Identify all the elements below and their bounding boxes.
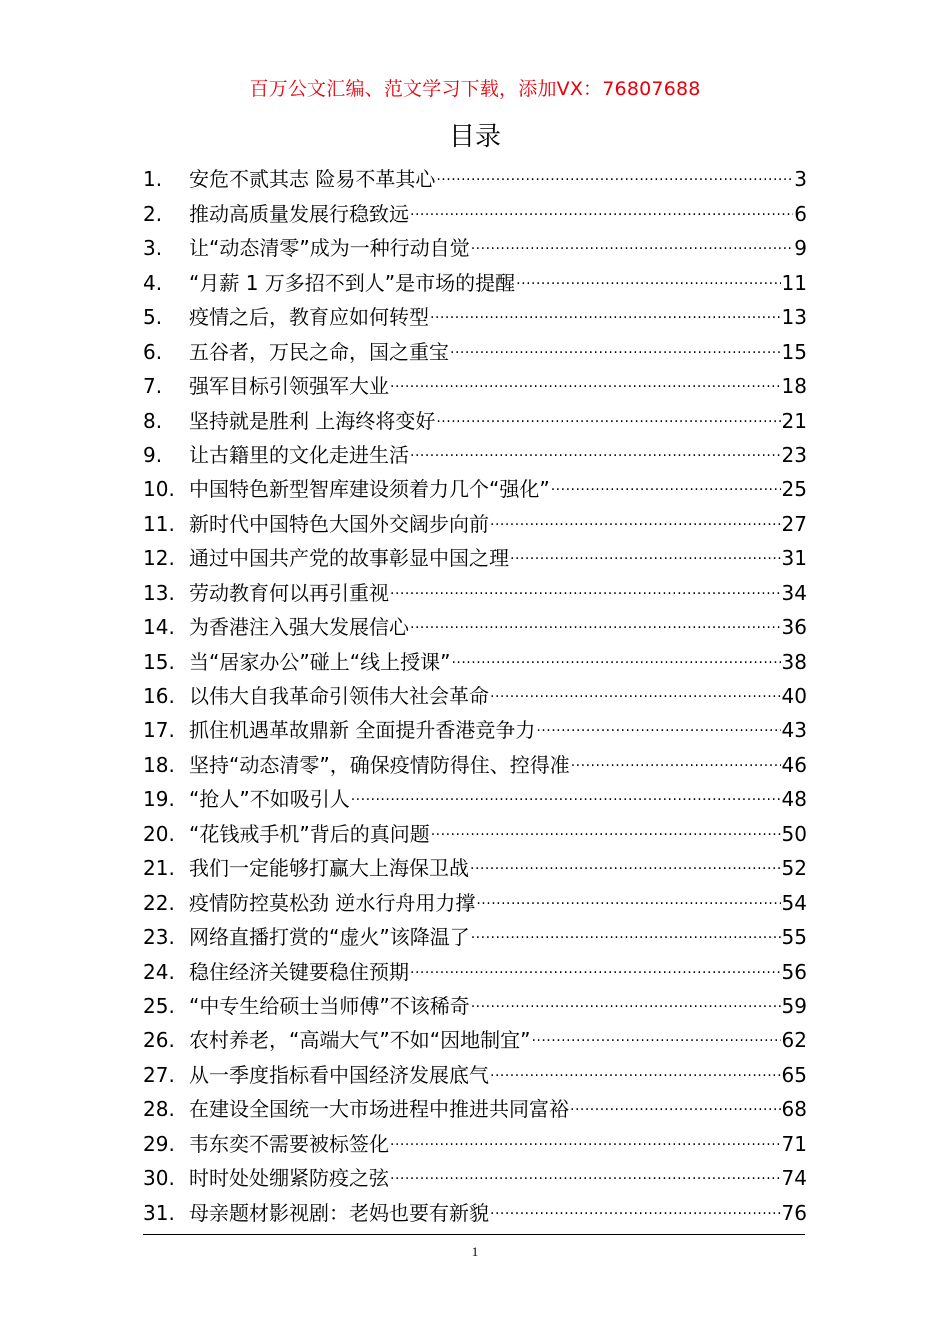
toc-dot-leader bbox=[390, 1116, 781, 1150]
toc-entry-title[interactable]: 推动高质量发展行稳致远 bbox=[189, 201, 409, 226]
toc-entry-page[interactable]: 3 bbox=[794, 167, 807, 192]
toc-entry-number: 28. bbox=[143, 1097, 175, 1122]
toc-entry-number: 6. bbox=[143, 339, 163, 364]
toc-dot-leader bbox=[490, 1047, 781, 1081]
toc-title: 目录 bbox=[448, 122, 501, 152]
toc-entry-title[interactable]: 网络直播打赏的“虚火”该降温了 bbox=[189, 925, 470, 950]
toc-entry-title[interactable]: “花钱戒手机”背后的真问题 bbox=[189, 821, 430, 846]
toc-entry-number: 21. bbox=[143, 856, 175, 881]
toc-entry-title[interactable]: 时时处处绷紧防疫之弦 bbox=[189, 1166, 389, 1191]
toc-entry-number: 18. bbox=[143, 752, 175, 777]
toc-dot-leader bbox=[470, 841, 781, 875]
toc-entry-title[interactable]: 当“居家办公”碰上“线上授课” bbox=[189, 649, 451, 674]
toc-entry-page[interactable]: 62 bbox=[781, 1028, 807, 1053]
toc-entry-number: 30. bbox=[143, 1166, 175, 1191]
toc-entry-number: 23. bbox=[143, 925, 175, 950]
toc-entry-title[interactable]: 韦东奕不需要被标签化 bbox=[189, 1131, 389, 1156]
toc-entry-title[interactable]: 让古籍里的文化走进生活 bbox=[189, 442, 409, 467]
toc-dot-leader bbox=[531, 1013, 780, 1047]
toc-dot-leader bbox=[551, 462, 781, 496]
toc-dot-leader bbox=[430, 290, 781, 324]
toc-dot-leader bbox=[471, 221, 794, 255]
toc-dot-leader bbox=[536, 703, 780, 737]
toc-entry-page[interactable]: 25 bbox=[781, 477, 807, 502]
toc-dot-leader bbox=[410, 428, 781, 462]
toc-entry-number: 24. bbox=[143, 959, 175, 984]
toc-entry-page[interactable]: 11 bbox=[781, 270, 807, 295]
toc-entry-page[interactable]: 52 bbox=[781, 856, 807, 881]
toc-entry-number: 31. bbox=[143, 1200, 175, 1225]
toc-entry-title[interactable]: 安危不贰其志 险易不革其心 bbox=[189, 167, 436, 192]
toc-entry-number: 25. bbox=[143, 993, 175, 1018]
toc-dot-leader bbox=[471, 979, 781, 1013]
toc-entry-title[interactable]: 坚持就是胜利 上海终将变好 bbox=[189, 408, 436, 433]
toc-entry-title[interactable]: 我们一定能够打赢大上海保卫战 bbox=[189, 856, 469, 881]
toc-entry-number: 12. bbox=[143, 546, 175, 571]
footer-divider bbox=[143, 1234, 805, 1235]
toc-entry-page[interactable]: 38 bbox=[781, 649, 807, 674]
toc-entry-page[interactable]: 54 bbox=[781, 890, 807, 915]
toc-entry-page[interactable]: 6 bbox=[794, 201, 807, 226]
toc-entry-number: 16. bbox=[143, 684, 175, 708]
toc-entry-page[interactable]: 36 bbox=[781, 615, 807, 640]
toc-dot-leader bbox=[490, 669, 781, 703]
toc-entry-page[interactable]: 71 bbox=[781, 1131, 807, 1156]
toc-entry-page[interactable]: 40 bbox=[781, 684, 807, 708]
toc-entry-number: 15. bbox=[143, 649, 175, 674]
toc-entry-page[interactable]: 68 bbox=[781, 1097, 807, 1122]
toc-entry-title[interactable]: 农村养老，“高端大气”不如“因地制宜” bbox=[189, 1028, 531, 1053]
toc-entry-title[interactable]: 通过中国共产党的故事彰显中国之理 bbox=[189, 546, 509, 571]
toc-dot-leader bbox=[431, 806, 781, 840]
toc-entry-number: 29. bbox=[143, 1131, 175, 1156]
toc-dot-leader bbox=[410, 944, 781, 978]
toc-entry-page[interactable]: 18 bbox=[781, 374, 807, 399]
table-of-contents bbox=[143, 152, 807, 1225]
toc-entry-page[interactable]: 56 bbox=[781, 959, 807, 984]
toc-dot-leader bbox=[436, 393, 780, 427]
toc-entry-title[interactable]: 在建设全国统一大市场进程中推进共同富裕 bbox=[189, 1097, 569, 1122]
toc-entry-number: 2. bbox=[143, 201, 163, 226]
toc-entry-title[interactable]: “中专生给硕士当师傅”不该稀奇 bbox=[189, 993, 470, 1018]
toc-entry-page[interactable]: 76 bbox=[781, 1200, 807, 1225]
toc-dot-leader bbox=[390, 359, 781, 393]
toc-entry-title[interactable]: 以伟大自我革命引领伟大社会革命 bbox=[189, 684, 489, 708]
toc-dot-leader bbox=[570, 1082, 781, 1116]
toc-entry-page[interactable]: 9 bbox=[794, 236, 807, 261]
toc-entry-number: 9. bbox=[143, 442, 163, 467]
toc-entry-page[interactable]: 21 bbox=[781, 408, 807, 433]
toc-dot-leader bbox=[450, 324, 781, 358]
toc-entry-title[interactable]: 五谷者，万民之命，国之重宝 bbox=[189, 339, 449, 364]
toc-entry-number: 8. bbox=[143, 408, 163, 433]
toc-entry-page[interactable]: 50 bbox=[781, 821, 807, 846]
toc-entry-number: 10. bbox=[143, 477, 175, 502]
toc-entry-page[interactable]: 13 bbox=[781, 305, 807, 330]
toc-entry-title[interactable]: 疫情之后，教育应如何转型 bbox=[189, 305, 429, 330]
toc-entry-title[interactable]: 抓住机遇革故鼎新 全面提升香港竞争力 bbox=[189, 718, 536, 743]
toc-dot-leader bbox=[471, 910, 781, 944]
toc-entry-number: 26. bbox=[143, 1028, 175, 1053]
toc-dot-leader bbox=[390, 1151, 781, 1185]
toc-entry-number: 11. bbox=[143, 511, 175, 536]
toc-entry-title[interactable]: 坚持“动态清零”，确保疫情防得住、控得准 bbox=[189, 752, 570, 777]
toc-entry-number: 22. bbox=[143, 890, 175, 915]
toc-dot-leader bbox=[410, 600, 781, 634]
toc-entry-number: 27. bbox=[143, 1062, 175, 1087]
toc-entry-page[interactable]: 65 bbox=[781, 1062, 807, 1087]
toc-entry-number: 19. bbox=[143, 787, 175, 812]
toc-dot-leader bbox=[476, 875, 780, 909]
toc-entry-page[interactable]: 74 bbox=[781, 1166, 807, 1191]
toc-entry-page[interactable]: 46 bbox=[781, 752, 807, 777]
page-number: 1 bbox=[471, 1244, 479, 1259]
toc-entry-page[interactable]: 55 bbox=[781, 925, 807, 950]
toc-entry-number: 4. bbox=[143, 270, 163, 295]
toc-entry-page[interactable]: 27 bbox=[781, 511, 807, 536]
toc-dot-leader bbox=[390, 565, 781, 599]
toc-entry-title[interactable]: “月薪 1 万多招不到人”是市场的提醒 bbox=[189, 270, 516, 295]
toc-entry-number: 14. bbox=[143, 615, 175, 640]
toc-entry-title[interactable]: 中国特色新型智库建设须着力几个“强化” bbox=[189, 477, 550, 502]
toc-entry-title[interactable]: 让“动态清零”成为一种行动自觉 bbox=[189, 236, 470, 261]
toc-entry-title[interactable]: 劳动教育何以再引重视 bbox=[189, 580, 389, 605]
toc-entry-title[interactable]: 从一季度指标看中国经济发展底气 bbox=[189, 1062, 489, 1087]
toc-entry-page[interactable]: 31 bbox=[781, 546, 807, 571]
toc-dot-leader bbox=[516, 255, 780, 289]
toc-entry-number: 1. bbox=[143, 167, 163, 192]
toc-entry-page[interactable]: 34 bbox=[781, 580, 807, 605]
toc-entry-title[interactable]: 疫情防控莫松劲 逆水行舟用力撑 bbox=[189, 890, 476, 915]
toc-entry-number: 20. bbox=[143, 821, 175, 846]
toc-entry-page[interactable]: 59 bbox=[781, 993, 807, 1018]
toc-dot-leader bbox=[436, 152, 793, 186]
header-banner: 百万公文汇编、范文学习下载，添加VX：76807688 bbox=[249, 78, 701, 100]
toc-entry-number: 3. bbox=[143, 236, 163, 261]
toc-entry-title[interactable]: 稳住经济关键要稳住预期 bbox=[189, 959, 409, 984]
toc-entry-title[interactable]: 强军目标引领强军大业 bbox=[189, 374, 389, 399]
toc-entry-title[interactable]: 新时代中国特色大国外交阔步向前 bbox=[189, 511, 489, 536]
toc-entry[interactable] bbox=[143, 152, 807, 192]
toc-dot-leader bbox=[510, 531, 781, 565]
toc-entry-page[interactable]: 23 bbox=[781, 442, 807, 467]
toc-entry-page[interactable]: 15 bbox=[781, 339, 807, 364]
toc-dot-leader bbox=[571, 737, 781, 771]
toc-entry-page[interactable]: 43 bbox=[781, 718, 807, 743]
toc-entry-number: 17. bbox=[143, 718, 175, 743]
toc-entry-page[interactable]: 48 bbox=[781, 787, 807, 812]
toc-dot-leader bbox=[490, 496, 781, 530]
toc-dot-leader bbox=[410, 186, 793, 220]
toc-entry-title[interactable]: 为香港注入强大发展信心 bbox=[189, 615, 409, 640]
toc-dot-leader bbox=[351, 772, 781, 806]
toc-dot-leader bbox=[451, 634, 780, 668]
toc-entry-number: 5. bbox=[143, 305, 163, 330]
toc-entry-title[interactable]: “抢人”不如吸引人 bbox=[189, 787, 350, 812]
toc-entry-number: 7. bbox=[143, 374, 163, 399]
toc-entry-title[interactable]: 母亲题材影视剧：老妈也要有新貌 bbox=[189, 1200, 489, 1225]
toc-entry-number: 13. bbox=[143, 580, 175, 605]
toc-dot-leader bbox=[490, 1185, 781, 1219]
